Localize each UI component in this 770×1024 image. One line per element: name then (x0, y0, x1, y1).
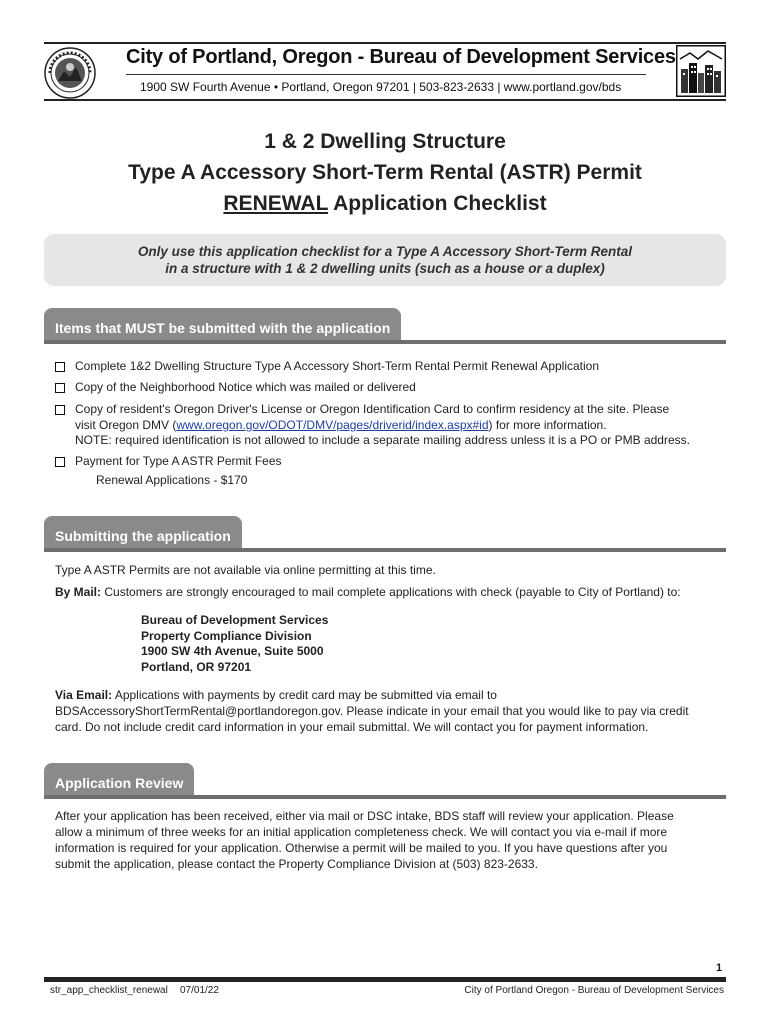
checklist-item-text: Copy of resident's Oregon Driver's License or Oregon Identification Card to confirm residency at the site. Please (75, 402, 670, 416)
doc-title-line3 (0, 192, 770, 216)
page-number: 1 (716, 962, 723, 974)
checklist-item-note: NOTE: required identification is not allowed to include a separate mailing address unless it is a PO or PMB address. (75, 433, 690, 447)
mail-address-line: Bureau of Development Services (141, 613, 329, 627)
checklist-item-text: Copy of the Neighborhood Notice which was mailed or delivered (75, 380, 416, 394)
footer-org: City of Portland Oregon - Bureau of Development Services (464, 985, 724, 996)
by-mail-label: By Mail: (55, 585, 102, 599)
mail-address-line: Property Compliance Division (141, 629, 312, 643)
mail-address-line: Portland, OR 97201 (141, 660, 252, 674)
notice-line1: Only use this application checklist for a Type A Accessory Short-Term Rental (137, 244, 633, 259)
review-text-line: After your application has been received, either via mail or DSC intake, BDS staff will review your application. Please (55, 809, 674, 823)
city-seal-icon (44, 47, 96, 99)
checklist-item-text: Payment for Type A ASTR Permit Fees (75, 454, 282, 468)
via-email-label: Via Email: (55, 688, 113, 702)
renewal-underlined: RENEWAL (223, 192, 329, 215)
footer-form-id: str_app_checklist_renewal (50, 985, 168, 996)
section-rule-items (44, 340, 726, 344)
section-rule-review (44, 795, 726, 799)
by-mail-text: By Mail: Customers are strongly encouraged to mail complete applications with check (payable to City of Portland) to: (55, 585, 681, 599)
notice-box (44, 234, 726, 286)
checkbox-icon[interactable] (55, 405, 65, 415)
header-top-rule (44, 42, 726, 44)
review-text-line: submit the application, please contact the Property Compliance Division at (503) 823-2633. (55, 857, 538, 871)
via-email-line3: card. Do not include credit card information in your email submittal. We will contact you for payment information. (55, 720, 649, 734)
online-note: Type A ASTR Permits are not available via online permitting at this time. (55, 563, 436, 577)
org-title: City of Portland, Oregon - Bureau of Development Services (126, 46, 676, 68)
checklist-item-continuation: visit Oregon DMV (www.oregon.gov/ODOT/DMV/pages/driverid/index.aspx#id) for more information. (75, 418, 607, 432)
org-address: 1900 SW Fourth Avenue • Portland, Oregon 97201 | 503-823-2633 | www.portland.gov/bds (140, 80, 622, 94)
via-email-line2: BDSAccessoryShortTermRental@portlandoregon.gov. Please indicate in your email that you would like to pay via credit (55, 704, 689, 718)
section-rule-submitting (44, 548, 726, 552)
checkbox-icon[interactable] (55, 457, 65, 467)
mail-address-line: 1900 SW 4th Avenue, Suite 5000 (141, 644, 324, 658)
checkbox-icon[interactable] (55, 383, 65, 393)
footer-rule (44, 977, 726, 982)
header-bottom-rule (44, 99, 726, 101)
dmv-link[interactable]: www.oregon.gov/ODOT/DMV/pages/driverid/index.aspx#id (176, 418, 489, 432)
doc-title-line1: 1 & 2 Dwelling Structure (264, 130, 506, 153)
fee-line: Renewal Applications - $170 (96, 473, 248, 487)
review-text-line: allow a minimum of three weeks for an initial application completeness check. We will contact you via e-mail if more (55, 825, 668, 839)
checkbox-icon[interactable] (55, 362, 65, 372)
doc-title-line2: Type A Accessory Short-Term Rental (ASTR) Permit (128, 161, 642, 184)
checklist-item-text: Complete 1&2 Dwelling Structure Type A Accessory Short-Term Rental Permit Renewal Application (75, 359, 600, 373)
bds-cityscape-logo-icon (676, 45, 726, 97)
section-heading-items: Items that MUST be submitted with the application (44, 308, 401, 342)
footer-date: 07/01/22 (180, 985, 219, 996)
section-heading-review: Application Review (44, 763, 194, 797)
org-title-rule (126, 74, 646, 75)
section-heading-submitting: Submitting the application (44, 516, 242, 550)
doc-title-line3-rest: Application Checklist (328, 192, 547, 215)
via-email-line1: Via Email: Applications with payments by credit card may be submitted via email to (55, 688, 497, 702)
notice-line2: in a structure with 1 & 2 dwelling units (such as a house or a duplex) (165, 261, 605, 276)
review-text-line: information is required for your application. Otherwise a permit will be mailed to you. If you have questions after you (55, 841, 668, 855)
